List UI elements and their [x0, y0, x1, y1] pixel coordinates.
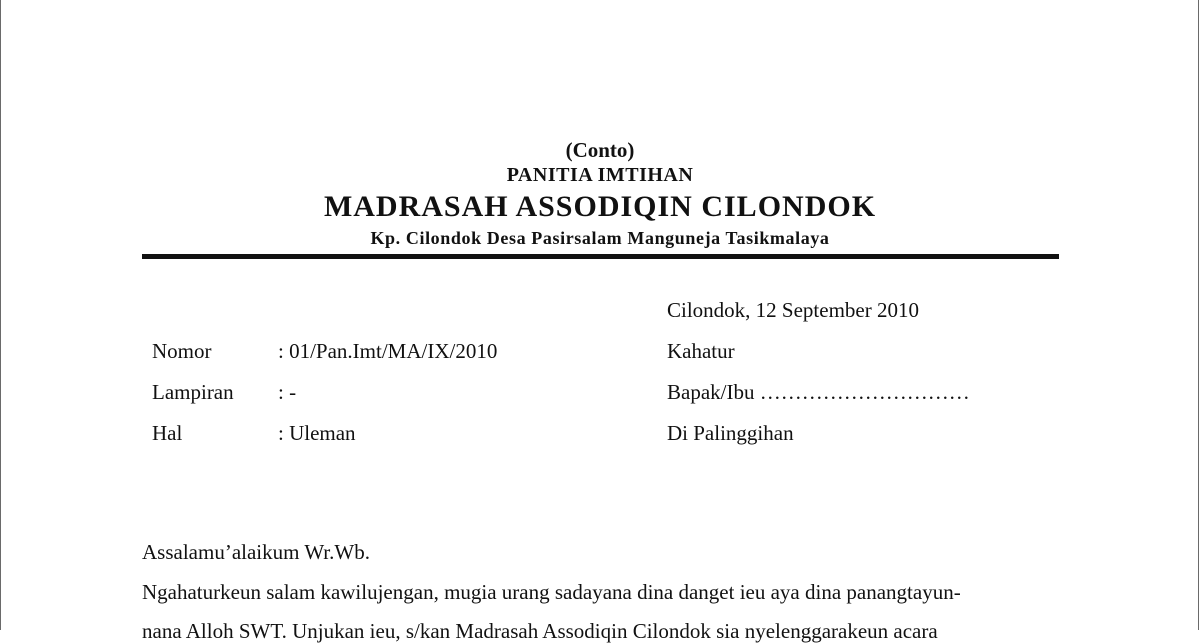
committee-title: PANITIA IMTIHAN	[506, 164, 694, 186]
letterhead-divider	[142, 254, 1059, 259]
school-name: MADRASAH ASSODIQIN CILONDOK	[323, 190, 877, 223]
page-left-edge	[0, 0, 1, 630]
recipient-line-2: Bapak/Ibu …………………………	[667, 380, 970, 404]
field-value-attachment: : -	[278, 380, 297, 404]
recipient-line-1: Kahatur	[667, 339, 735, 363]
body-line-1: Ngahaturkeun salam kawilujengan, mugia urang sadayana dina danget ieu aya dina panangtayun-	[142, 580, 961, 604]
body-line-2: nana Alloh SWT. Unjukan ieu, s/kan Madrasah Assodiqin Cilondok sia nyelenggarakeun acara	[142, 619, 938, 643]
greeting: Assalamu’alaikum Wr.Wb.	[142, 540, 370, 564]
place-date: Cilondok, 12 September 2010	[667, 298, 919, 322]
field-label-subject: Hal	[152, 421, 183, 445]
page-right-edge	[1198, 0, 1199, 630]
school-address: Kp. Cilondok Desa Pasirsalam Manguneja Tasikmalaya	[370, 228, 830, 248]
field-label-attachment: Lampiran	[152, 380, 234, 404]
field-value-number: : 01/Pan.Imt/MA/IX/2010	[278, 339, 498, 363]
sample-label: (Conto)	[565, 138, 635, 162]
field-label-number: Nomor	[152, 339, 212, 363]
recipient-line-3: Di Palinggihan	[667, 421, 794, 445]
field-value-subject: : Uleman	[278, 421, 356, 445]
